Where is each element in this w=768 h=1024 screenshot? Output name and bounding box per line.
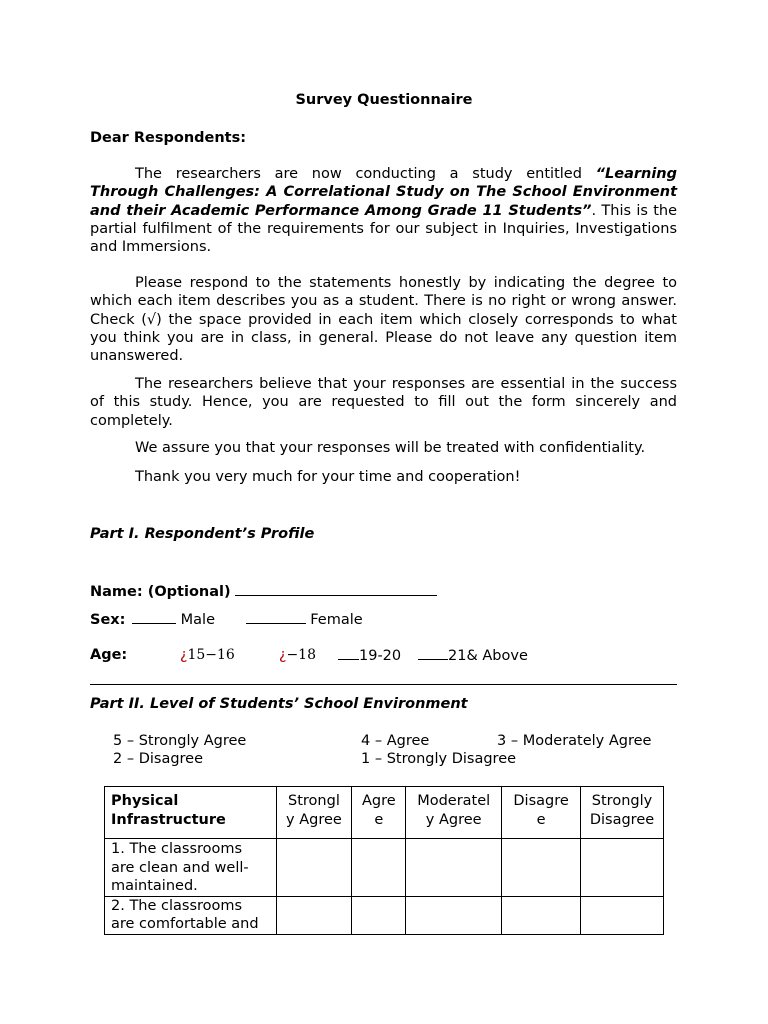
part2-heading: Part II. Level of Students’ School Environment <box>90 696 468 712</box>
item-2-strongly-agree-cell[interactable] <box>276 896 352 934</box>
item-2-agree-cell[interactable] <box>352 896 406 934</box>
scale-4: 4 – Agree <box>361 733 430 749</box>
age-option-1[interactable] <box>180 646 235 664</box>
item-1-statement: 1. The classrooms are clean and well-maintained. <box>105 839 277 897</box>
female-blank[interactable] <box>246 610 306 624</box>
name-field-row <box>90 582 437 601</box>
age-4-blank[interactable] <box>418 646 448 660</box>
male-blank[interactable] <box>132 610 176 624</box>
scale-2: 2 – Disagree <box>113 751 204 767</box>
intro-p5-text: Thank you very much for your time and cooperation! <box>135 469 521 485</box>
intro-p3-text: The researchers believe that your responses are essential in the success of this study. Hence, you are requested to fill out the form sincerely and completely. <box>90 376 677 429</box>
part1-heading: Part I. Respondent’s Profile <box>90 526 315 542</box>
intro-paragraph-3 <box>90 375 677 430</box>
item-1-strongly-disagree-cell[interactable] <box>581 839 664 897</box>
name-label: Name: (Optional) <box>90 584 231 600</box>
scale-3: 3 – Moderately Agree <box>497 733 652 749</box>
age-option-4-label: 21& Above <box>448 648 528 664</box>
header-strongly-agree: Strongl y Agree <box>276 787 352 839</box>
intro-p1-before: The researchers are now conducting a study entitled <box>135 166 596 182</box>
age-option-3-label: 19-20 <box>359 648 402 664</box>
sex-label: Sex: <box>90 612 126 628</box>
table-header-row <box>105 787 664 839</box>
header-physical-infrastructure: Physical Infrastructure <box>105 787 277 839</box>
header-disagree: Disagre e <box>502 787 581 839</box>
age-label: Age: <box>90 647 128 663</box>
header-strongly-disagree: Strongly Disagree <box>581 787 664 839</box>
age-option-3[interactable] <box>338 646 401 665</box>
item-2-strongly-disagree-cell[interactable] <box>581 896 664 934</box>
intro-paragraph-5 <box>90 468 677 486</box>
intro-p4-text: We assure you that your responses will be treated with confidentiality. <box>135 440 646 456</box>
intro-paragraph-4 <box>90 439 677 457</box>
item-2-disagree-cell[interactable] <box>502 896 581 934</box>
header-agree: Agre e <box>352 787 406 839</box>
sex-female-label: Female <box>310 612 363 628</box>
sex-male-label: Male <box>180 612 216 628</box>
survey-table <box>104 786 664 935</box>
item-1-agree-cell[interactable] <box>352 839 406 897</box>
item-2-statement: 2. The classrooms are comfortable and <box>105 896 277 934</box>
page-title: Survey Questionnaire <box>295 92 473 108</box>
intro-p2-text: Please respond to the statements honestly by indicating the degree to which each item describes you as a student. There is no right or wrong answer. Check (√) the space provided in each item which closely corresponds to what you think you are in class, in general. Please do not leave any question item unanswered. <box>90 275 677 365</box>
age-option-2[interactable] <box>279 646 316 664</box>
study-title: “Learning Through Challenges: A Correlational Study on The School Environment and their Academic Performance Among Grade 11 Students” <box>90 166 677 219</box>
age-option-1-label: 15−16 <box>187 647 235 663</box>
scale-5: 5 – Strongly Agree <box>113 733 247 749</box>
age-glitch-1: ¿ <box>180 647 188 663</box>
age-option-4[interactable] <box>418 646 528 665</box>
age-3-blank[interactable] <box>338 646 359 660</box>
name-blank[interactable] <box>235 582 437 596</box>
intro-paragraph-2 <box>90 274 677 365</box>
header-moderately-agree: Moderatel y Agree <box>406 787 502 839</box>
scale-1: 1 – Strongly Disagree <box>361 751 517 767</box>
age-option-2-label: −18 <box>286 647 316 663</box>
age-label-row <box>90 646 127 664</box>
table-row <box>105 896 664 934</box>
sex-field-row <box>90 610 363 629</box>
salutation: Dear Respondents: <box>90 130 247 146</box>
item-2-moderately-agree-cell[interactable] <box>406 896 502 934</box>
item-1-disagree-cell[interactable] <box>502 839 581 897</box>
age-glitch-2: ¿ <box>279 647 287 663</box>
intro-p1-after: . This is the partial fulfilment of the requirements for our subject in Inquiries, Investigations and Immersions. <box>90 202 677 256</box>
item-1-moderately-agree-cell[interactable] <box>406 839 502 897</box>
intro-paragraph-1 <box>90 165 677 256</box>
item-1-strongly-agree-cell[interactable] <box>276 839 352 897</box>
section-divider <box>90 684 677 685</box>
table-row <box>105 839 664 897</box>
